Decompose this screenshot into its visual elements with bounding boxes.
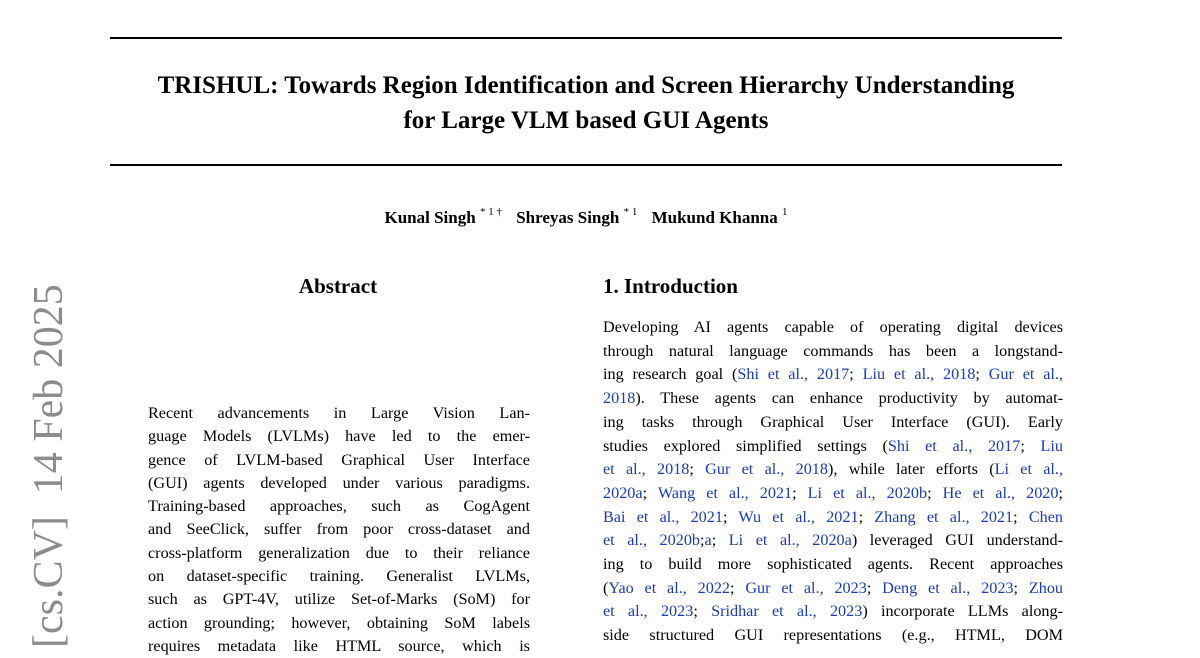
introduction-text: ;: [730, 578, 746, 597]
introduction-line: [603, 529, 1063, 553]
introduction-text: through natural language commands has been a longstand-: [603, 341, 1063, 360]
abstract-line: on dataset-specific training. Generalist LVLMs,: [148, 567, 530, 586]
abstract-line: Training-based approaches, such as CogAgent: [148, 497, 530, 516]
citation-link[interactable]: Wang et al., 2021: [657, 483, 793, 502]
introduction-line: [603, 340, 1063, 364]
introduction-text: studies explored simplified settings (: [603, 436, 888, 455]
citation-link[interactable]: Gur et al.,: [988, 365, 1064, 384]
introduction-text: ) leveraged GUI understand-: [851, 531, 1063, 550]
introduction-line: [603, 316, 1063, 340]
author-list: [110, 207, 1062, 228]
introduction-line: [603, 600, 1063, 624]
introduction-heading: 1. Introduction: [603, 274, 738, 298]
introduction-text: ;: [722, 507, 739, 526]
arxiv-date: 14 Feb 2025: [26, 284, 72, 495]
introduction-line: [603, 363, 1063, 387]
abstract-line: requires metadata like HTML source, which is: [148, 636, 530, 655]
citation-link[interactable]: et al., 2023: [603, 602, 694, 621]
citation-link[interactable]: Chen: [1028, 507, 1064, 526]
citation-link[interactable]: Shi et al., 2017: [887, 436, 1021, 455]
abstract-line: guage Models (LVLMs) have led to the emer-: [148, 427, 530, 446]
abstract-line: Recent advancements in Large Vision Lan-: [148, 404, 530, 422]
paper-title: [100, 68, 1072, 138]
introduction-text: ;: [711, 531, 729, 550]
citation-link[interactable]: Zhou: [1028, 578, 1064, 597]
introduction-text: Developing AI agents capable of operating digital devices: [603, 318, 1063, 336]
introduction-text: ;: [792, 483, 808, 502]
introduction-text: ing tasks through Graphical User Interface (GUI). Early: [603, 412, 1063, 431]
citation-link[interactable]: a: [704, 531, 712, 550]
citation-link[interactable]: Zhang et al., 2021: [874, 507, 1014, 526]
citation-link[interactable]: Li et al., 2020a: [728, 531, 852, 550]
introduction-text: ), while later efforts (: [828, 460, 995, 479]
introduction-text: ;: [1058, 483, 1063, 502]
citation-link[interactable]: Deng et al., 2023: [882, 578, 1014, 597]
introduction-text: ing to build more sophisticated agents. Recent approaches: [603, 555, 1063, 574]
introduction-line: [603, 624, 1063, 648]
citation-link[interactable]: Li et al.,: [994, 460, 1063, 479]
abstract-line: cross-platform generalization due to their reliance: [148, 543, 530, 562]
abstract-body: [148, 402, 530, 658]
abstract-line: action grounding; however, obtaining SoM labels: [148, 613, 530, 632]
introduction-body: [603, 316, 1063, 648]
introduction-line: [603, 458, 1063, 482]
introduction-text: ). These agents can enhance productivity by automat-: [635, 389, 1063, 408]
introduction-line: [603, 411, 1063, 435]
introduction-text: ;: [1013, 578, 1029, 597]
citation-link[interactable]: Gur et al., 2018: [705, 460, 828, 479]
citation-link[interactable]: Li et al., 2020b: [807, 483, 928, 502]
author: Shreyas Singh $^{* 1}$: [516, 206, 638, 227]
citation-link[interactable]: Yao et al., 2022: [608, 578, 731, 597]
introduction-text: side structured GUI representations (e.g., HTML, DOM: [603, 626, 1063, 645]
introduction-text: ;: [849, 365, 863, 384]
introduction-line: [603, 482, 1063, 506]
citation-link[interactable]: Sridhar et al., 2023: [711, 602, 863, 621]
citation-link[interactable]: Bai et al., 2021: [603, 507, 723, 526]
abstract-line: (GUI) agents developed under various paradigms.: [148, 473, 530, 492]
citation-link[interactable]: et al., 2020b: [603, 531, 701, 550]
introduction-text: ;: [1020, 436, 1041, 455]
citation-link[interactable]: 2020a: [603, 483, 643, 502]
citation-link[interactable]: 2018: [603, 389, 636, 408]
citation-link[interactable]: Wu et al., 2021: [738, 507, 859, 526]
title-rule-top: [110, 37, 1062, 39]
introduction-text: ) incorporate LLMs along-: [862, 602, 1063, 621]
paper-title-line-2: for Large VLM based GUI Agents: [403, 107, 769, 134]
introduction-text: ;: [975, 365, 989, 384]
paper-title-line-1: TRISHUL: Towards Region Identification and Screen Hierarchy Understanding: [157, 72, 1015, 99]
citation-link[interactable]: He et al., 2020: [942, 483, 1059, 502]
introduction-text: ;: [642, 483, 658, 502]
citation-link[interactable]: Liu: [1040, 436, 1063, 455]
citation-link[interactable]: Gur et al., 2023: [745, 578, 867, 597]
introduction-text: ;: [1013, 507, 1029, 526]
introduction-text: ;: [927, 483, 943, 502]
introduction-line: [603, 553, 1063, 577]
abstract-line: such as GPT-4V, utilize Set-of-Marks (SoM) for: [148, 590, 530, 609]
introduction-line: [603, 435, 1063, 459]
citation-link[interactable]: Liu et al., 2018: [862, 365, 976, 384]
citation-link[interactable]: et al., 2018: [603, 460, 690, 479]
introduction-text: ;: [866, 578, 883, 597]
abstract-line: gence of LVLM-based Graphical User Interface: [148, 450, 530, 469]
introduction-text: ;: [689, 460, 706, 479]
arxiv-category: [cs.CV]: [26, 516, 72, 648]
introduction-text: ;: [700, 531, 705, 550]
introduction-line: [603, 506, 1063, 530]
abstract-heading: Abstract: [298, 274, 378, 298]
introduction-line: [603, 577, 1063, 601]
arxiv-side-stamp: [28, 284, 70, 648]
introduction-text: ;: [858, 507, 875, 526]
introduction-line: [603, 387, 1063, 411]
title-rule-bottom: [110, 164, 1062, 166]
citation-link[interactable]: Shi et al., 2017: [737, 365, 850, 384]
introduction-text: (: [603, 578, 609, 597]
author: Kunal Singh $^{* 1 \dagger}$: [384, 206, 502, 227]
abstract-line: and SeeClick, suffer from poor cross-dataset and: [148, 520, 530, 539]
introduction-text: ing research goal (: [603, 365, 738, 384]
author: Mukund Khanna $^1$: [651, 206, 788, 227]
introduction-text: ;: [693, 602, 712, 621]
